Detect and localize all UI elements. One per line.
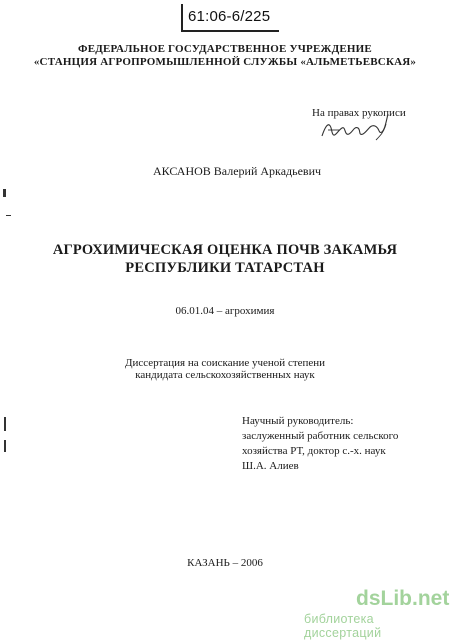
supervisor-title-line-2: хозяйства РТ, доктор с.-х. наук bbox=[242, 445, 386, 457]
degree-line-1: Диссертация на соискание ученой степени bbox=[124, 357, 326, 369]
supervisor-heading: Научный руководитель: bbox=[242, 415, 354, 427]
scan-mark bbox=[4, 417, 6, 431]
institution-line-2: «СТАНЦИЯ АГРОПРОМЫШЛЕННОЙ СЛУЖБЫ «АЛЬМЕТЬЕВСКАЯ» bbox=[33, 56, 417, 68]
place-and-year: КАЗАНЬ – 2006 bbox=[187, 557, 263, 569]
watermark-caption: библиотека диссертаций bbox=[304, 612, 382, 640]
dissertation-title-line-2: РЕСПУБЛИКИ ТАТАРСТАН bbox=[125, 260, 325, 276]
dissertation-title-line-1: АГРОХИМИЧЕСКАЯ ОЦЕНКА ПОЧВ ЗАКАМЬЯ bbox=[52, 242, 398, 258]
rights-note: На правах рукописи bbox=[312, 107, 406, 119]
author-name: АКСАНОВ Валерий Аркадьевич bbox=[153, 164, 322, 178]
degree-line-2: кандидата сельскохозяйственных наук bbox=[135, 369, 315, 381]
supervisor-title-line-1: заслуженный работник сельского bbox=[242, 430, 399, 442]
scan-mark bbox=[4, 440, 6, 452]
scan-mark bbox=[3, 189, 6, 197]
scan-mark bbox=[6, 215, 11, 216]
catalog-number: 61:06-6/225 bbox=[188, 8, 271, 25]
supervisor-name: Ш.А. Алиев bbox=[242, 460, 299, 472]
watermark-logo: dsLib.net bbox=[356, 587, 450, 610]
institution-line-1: ФЕДЕРАЛЬНОЕ ГОСУДАРСТВЕННОЕ УЧРЕЖДЕНИЕ bbox=[78, 43, 372, 55]
handwritten-signature bbox=[318, 110, 390, 146]
specialty-code: 06.01.04 – агрохимия bbox=[175, 305, 275, 317]
